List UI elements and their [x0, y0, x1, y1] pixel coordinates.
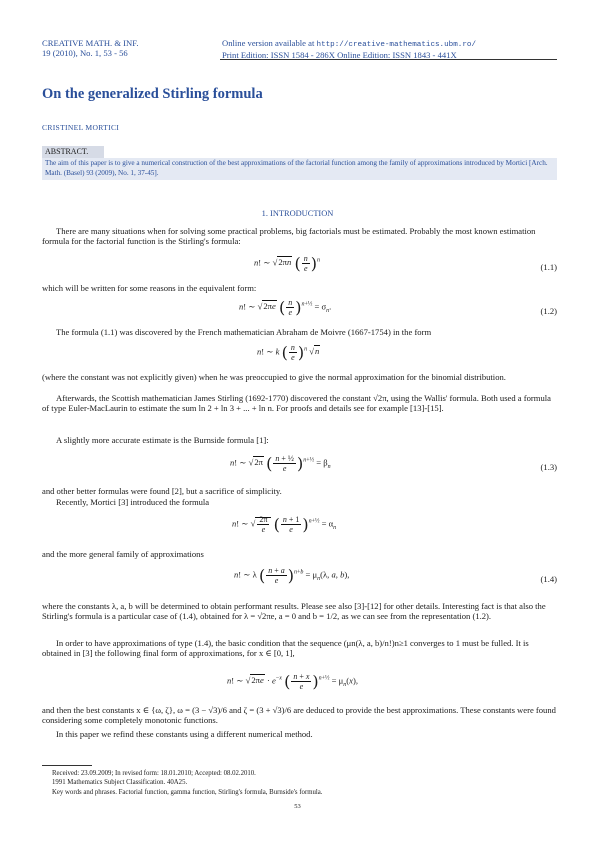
paragraph: Recently, Mortici [3] introduced the formula	[56, 497, 210, 507]
paragraph: Afterwards, the Scottish mathematician James Stirling (1692-1770) discovered the constant √2π, using the Wallis' formula. Both used a formula of type Euler-MacLaurin to estimate the sum ln 2 + ln 3 + ... + ln n. For proofs and details see for example [13]-[15].	[42, 393, 551, 414]
author-name: CRISTINEL MORTICI	[42, 123, 120, 132]
paragraph: and the more general family of approximations	[42, 549, 204, 559]
paragraph: where the constants λ, a, b will be determined to obtain performant results. Please see also [3]-[12] for other details. Interesting fact is that also the Stirling's formula is a particular case of (1.4), obtained for λ = √2πe, a = 0 and b = 1/2, as we can see from the representation (1.2).	[42, 601, 546, 622]
online-prefix: Online version available at	[222, 38, 315, 48]
page-number: 53	[294, 803, 301, 810]
paragraph: and then the best constants x ∈ {ω, ζ}, ω = (3 − √3)/6 and ζ = (3 + √3)/6 are deduced to provide the best approximations. These constants were found considering some completely monotonic functions.	[42, 705, 556, 726]
equation-number: (1.4)	[540, 574, 557, 584]
abstract-text: The aim of this paper is to give a numerical construction of the best approximations of the factorial function among the family of approximations introduced by Mortici [Arch. Math. (Basel) 93 (2009), No. 1, 37-45].	[42, 158, 557, 180]
paragraph: There are many situations when for solving some practical problems, big factorials must be estimated. Probably the most known estimation formula for the factorial function is the Stirling's formula:	[42, 226, 536, 247]
print-edition: Print Edition: ISSN 1584 - 286X Online Edition: ISSN 1843 - 441X	[222, 50, 457, 60]
received-dates: Received: 23.09.2009; In revised form: 18.01.2010; Accepted: 08.02.2010.	[52, 770, 256, 777]
header-rule	[220, 59, 557, 60]
abstract-label: ABSTRACT.	[42, 146, 104, 158]
paragraph: (where the constant was not explicitly given) when he was preoccupied to give the normal approximation for the binomial distribution.	[42, 372, 506, 382]
keywords: Key words and phrases. Factorial function, gamma function, Stirling's formula, Burnside's formula.	[52, 788, 323, 796]
footnote-rule	[42, 765, 92, 766]
paragraph: The formula (1.1) was discovered by the French mathematician Abraham de Moivre (1667-1754) in the form	[56, 327, 432, 337]
paragraph: In order to have approximations of type (1.4), the basic condition that the sequence (μn(λ, a, b)/n!)n≥1 converges to 1 must be fulled. It is obtained in [3] the following final form of approximations, for x ∈ [0, 1],	[42, 638, 529, 659]
paragraph: In this paper we refind these constants using a different numerical method.	[56, 729, 313, 739]
footnotes	[52, 769, 323, 797]
equation-number: (1.3)	[540, 462, 557, 472]
journal-volume: 19 (2010), No. 1, 53 - 56	[42, 48, 128, 58]
online-url-link[interactable]: http://creative-mathematics.ubm.ro/	[316, 41, 477, 49]
journal-edition-info	[222, 38, 476, 60]
paragraph: and other better formulas were found [2], but a sacrifice of simplicity.	[42, 486, 282, 496]
paper-title: On the generalized Stirling formula	[42, 86, 263, 102]
paragraph: A slightly more accurate estimate is the Burnside formula [1]:	[56, 435, 269, 445]
paragraph: which will be written for some reasons in the equivalent form:	[42, 283, 257, 293]
equation-number: (1.1)	[540, 262, 557, 272]
section-heading: 1. INTRODUCTION	[261, 209, 334, 218]
journal-info	[42, 38, 138, 58]
journal-name: CREATIVE MATH. & INF.	[42, 38, 139, 48]
msc-classification: 1991 Mathematics Subject Classification. 40A25.	[52, 779, 188, 787]
equation-number: (1.2)	[540, 306, 557, 316]
